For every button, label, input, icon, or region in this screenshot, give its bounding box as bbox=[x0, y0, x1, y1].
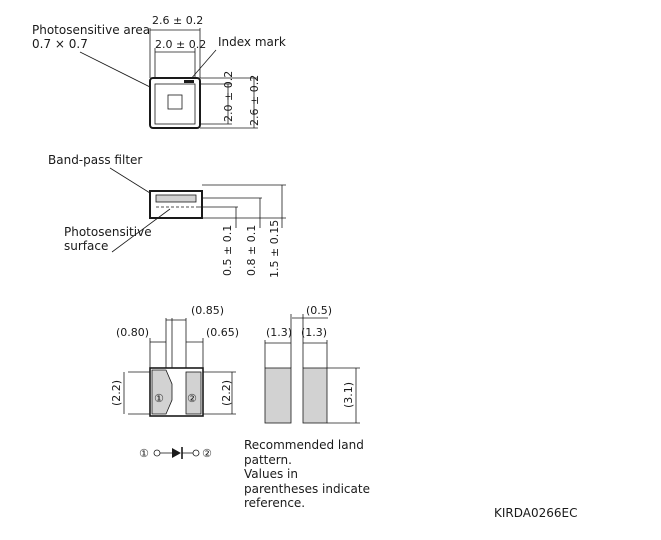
photosensitive-area-label: Photosensitive area bbox=[32, 23, 151, 37]
land-pattern bbox=[265, 304, 360, 423]
pad-2-mark: ② bbox=[187, 392, 197, 405]
bottom-dim-065: (0.65) bbox=[206, 326, 240, 339]
note-line3: Values in bbox=[244, 467, 298, 481]
bottom-dim-085: (0.85) bbox=[191, 304, 225, 317]
index-mark bbox=[184, 80, 194, 83]
bottom-left-height-dim: (2.2) bbox=[110, 379, 123, 406]
land-pad1-width-dim: (1.3) bbox=[266, 326, 293, 339]
schematic-pin1: ① bbox=[139, 447, 149, 460]
side-view bbox=[48, 153, 286, 278]
drawing-code: KIRDA0266EC bbox=[494, 506, 578, 520]
land-pad-1 bbox=[265, 368, 291, 423]
land-pattern-note bbox=[244, 438, 384, 511]
note-line2: pattern. bbox=[244, 452, 292, 467]
top-width-outer-dim: 2.6 ± 0.2 bbox=[152, 14, 204, 27]
side-total-dim: 1.5 ± 0.15 bbox=[268, 219, 281, 278]
land-pad-2 bbox=[303, 368, 327, 423]
land-height-dim: (3.1) bbox=[342, 381, 355, 408]
land-pad2-width-dim: (1.3) bbox=[301, 326, 328, 339]
land-gap-dim: (0.5) bbox=[306, 304, 333, 317]
pad-1-mark: ① bbox=[154, 392, 164, 405]
note-line1: Recommended land bbox=[244, 438, 364, 452]
side-filter-dim: 0.8 ± 0.1 bbox=[245, 224, 258, 276]
bottom-dim-080: (0.80) bbox=[116, 326, 150, 339]
note-line5: reference. bbox=[244, 496, 306, 510]
schematic bbox=[139, 447, 212, 460]
band-pass-filter bbox=[156, 195, 196, 202]
top-height-outer-dim: 2.6 ± 0.2 bbox=[248, 74, 261, 126]
side-surface-dim: 0.5 ± 0.1 bbox=[221, 224, 234, 276]
top-height-inner-dim: 2.0 ± 0.2 bbox=[222, 70, 235, 122]
photosensitive-surface-label-line2: surface bbox=[64, 239, 109, 253]
photosensitive-area-size: 0.7 × 0.7 bbox=[32, 37, 88, 51]
top-width-inner-dim: 2.0 ± 0.2 bbox=[155, 38, 207, 51]
schematic-pin2: ② bbox=[202, 447, 212, 460]
band-pass-filter-label: Band-pass filter bbox=[48, 153, 143, 167]
photodiode-symbol bbox=[172, 448, 181, 458]
bottom-view bbox=[110, 304, 239, 416]
top-package-outline bbox=[150, 78, 200, 128]
photosensitive-surface-label-line1: Photosensitive bbox=[64, 225, 152, 239]
index-mark-label: Index mark bbox=[218, 35, 286, 49]
note-line4: parentheses indicate bbox=[244, 481, 370, 496]
top-view bbox=[32, 14, 286, 128]
bottom-right-height-dim: (2.2) bbox=[220, 379, 233, 406]
